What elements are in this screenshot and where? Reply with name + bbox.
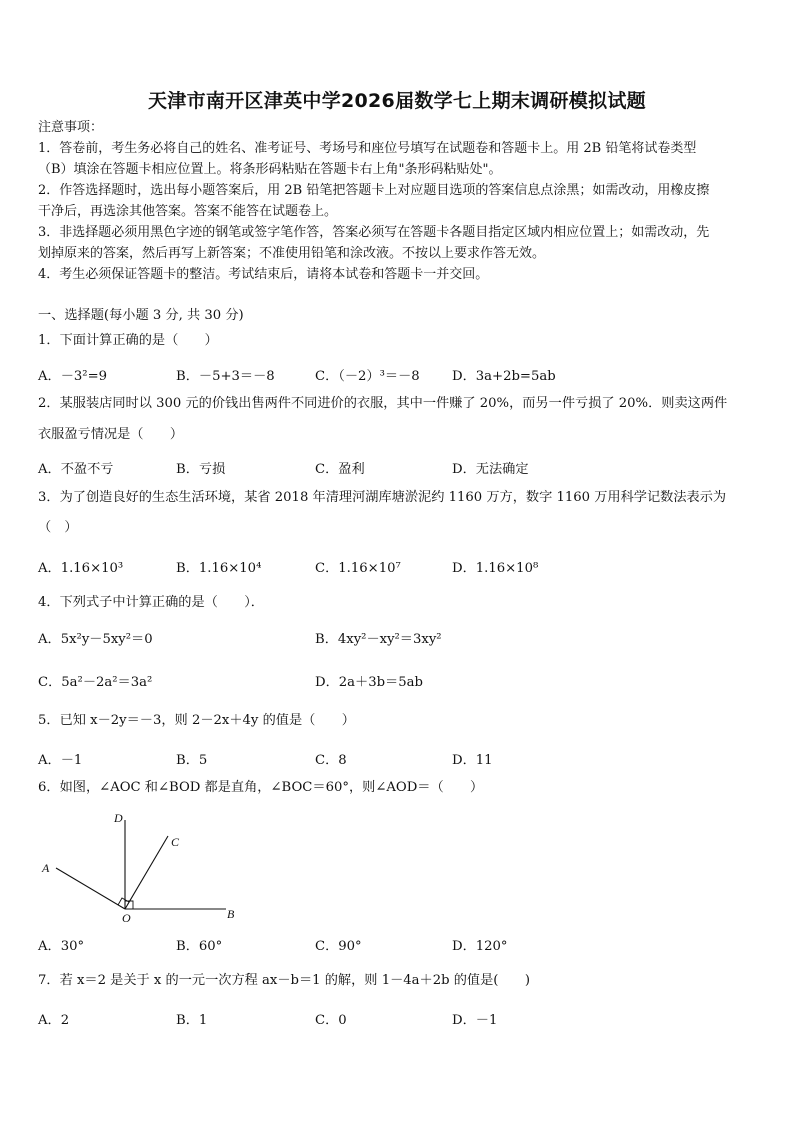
- option-7c: C．0: [315, 1013, 347, 1028]
- option-1c: C．（－2）³＝－8: [315, 369, 420, 384]
- exam-title: 天津市南开区津英中学2026届数学七上期末调研模拟试题: [148, 90, 646, 112]
- notice-line: 干净后，再选涂其他答案。答案不能答在试题卷上。: [38, 204, 338, 219]
- ray-oc: [125, 836, 168, 909]
- notice-line: 1．答卷前，考生务必将自己的姓名、准考证号、考场号和座位号填写在试题卷和答题卡上。用 2B 铅笔将试卷类型: [38, 141, 697, 156]
- question-1-stem: 1．下面计算正确的是（ ）: [38, 333, 218, 348]
- option-6d: D．120°: [452, 939, 508, 954]
- label-b: B: [227, 907, 235, 921]
- label-c: C: [171, 835, 180, 849]
- option-2c: C．盈利: [315, 462, 365, 477]
- option-3a: A．1.16×10³: [38, 561, 124, 576]
- question-2-stem: 2．某服装店同时以 300 元的价钱出售两件不同进价的衣服，其中一件赚了 20%，而另一件亏损了 20%．则卖这两件: [38, 396, 728, 411]
- option-5a: A．－1: [38, 753, 83, 768]
- option-5b: B．5: [176, 753, 208, 768]
- section-heading: 一、选择题(每小题 3 分, 共 30 分): [38, 308, 244, 323]
- option-4c: C．5a²－2a²＝3a²: [38, 675, 153, 690]
- option-7b: B．1: [176, 1013, 208, 1028]
- option-6a: A．30°: [38, 939, 85, 954]
- option-1a: A．－3²=9: [38, 369, 108, 384]
- option-4a: A．5x²y－5xy²＝0: [38, 632, 153, 647]
- question-3-stem-cont: （ ）: [38, 520, 78, 535]
- option-5c: C．8: [315, 753, 347, 768]
- question-7-stem: 7．若 x＝2 是关于 x 的一元一次方程 ax－b＝1 的解，则 1－4a＋2b 的值是( ): [38, 973, 530, 988]
- option-2a: A．不盈不亏: [38, 462, 114, 477]
- label-a: A: [42, 861, 50, 875]
- notice-line: 划掉原来的答案，然后再写上新答案；不准使用铅笔和涂改液。不按以上要求作答无效。: [38, 246, 546, 261]
- option-3d: D．1.16×10⁸: [452, 561, 539, 576]
- option-1d: D．3a+2b=5ab: [452, 369, 556, 384]
- option-6c: C．90°: [315, 939, 362, 954]
- notice-line: 4．考生必须保证答题卡的整洁。考试结束后，请将本试卷和答题卡一并交回。: [38, 267, 489, 282]
- option-4b: B．4xy²－xy²＝3xy²: [315, 632, 442, 647]
- angle-figure: [38, 808, 248, 926]
- label-d: D: [114, 811, 123, 825]
- option-2b: B．亏损: [176, 462, 226, 477]
- question-2-stem-cont: 衣服盈亏情况是（ ）: [38, 427, 184, 442]
- label-o: O: [122, 911, 131, 925]
- option-7d: D．－1: [452, 1013, 498, 1028]
- option-4d: D．2a＋3b＝5ab: [315, 675, 423, 690]
- option-3b: B．1.16×10⁴: [176, 561, 262, 576]
- option-5d: D．11: [452, 753, 493, 768]
- question-5-stem: 5．已知 x－2y＝－3，则 2－2x＋4y 的值是（ ）: [38, 713, 355, 728]
- option-7a: A．2: [38, 1013, 70, 1028]
- ray-oa: [56, 868, 125, 909]
- question-4-stem: 4．下列式子中计算正确的是（ ）．: [38, 595, 264, 610]
- option-1b: B．－5+3＝－8: [176, 369, 275, 384]
- question-3-stem: 3．为了创造良好的生态生活环境，某省 2018 年清理河湖库塘淤泥约 1160 万方，数字 1160 万用科学记数法表示为: [38, 490, 727, 505]
- notice-heading: 注意事项：: [38, 120, 104, 135]
- option-3c: C．1.16×10⁷: [315, 561, 401, 576]
- notice-line: 3．非选择题必须用黑色字迹的钢笔或签字笔作答，答案必须写在答题卡各题目指定区域内相应位置上；如需改动，先: [38, 225, 710, 240]
- notice-line: 2．作答选择题时，选出每小题答案后，用 2B 铅笔把答题卡上对应题目选项的答案信息点涂黑；如需改动，用橡皮擦: [38, 183, 710, 198]
- option-2d: D．无法确定: [452, 462, 529, 477]
- question-6-stem: 6．如图，∠AOC 和∠BOD 都是直角，∠BOC＝60°，则∠AOD＝（ ）: [38, 780, 484, 795]
- notice-line: （B）填涂在答题卡相应位置上。将条形码粘贴在答题卡右上角"条形码粘贴处"。: [38, 162, 502, 177]
- option-6b: B．60°: [176, 939, 223, 954]
